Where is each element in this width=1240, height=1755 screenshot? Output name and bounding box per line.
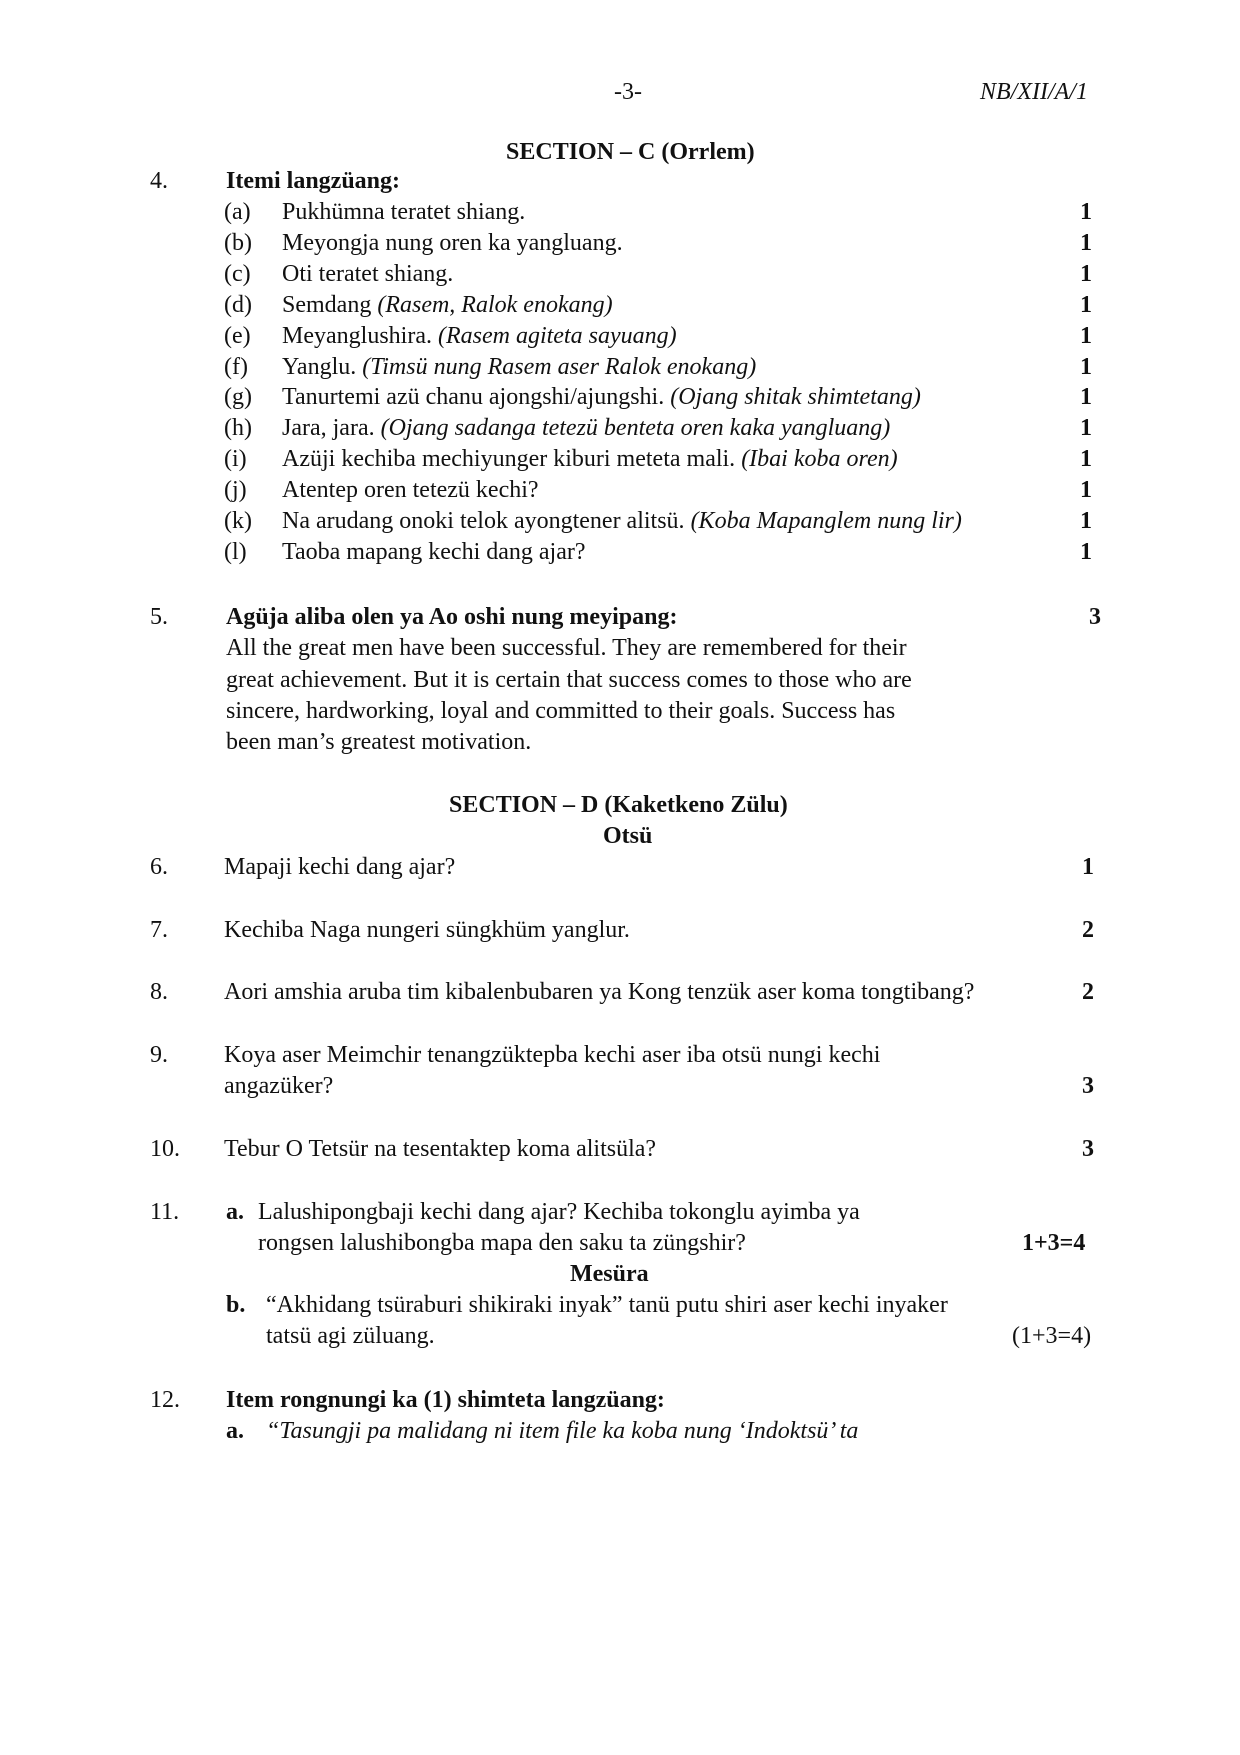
q4-item-note: (Ibai koba oren) [741, 446, 898, 472]
q4-item-marks: 1 [1080, 477, 1092, 503]
question-number: 9. [150, 1042, 168, 1068]
q5-passage-line: been man’s greatest motivation. [226, 729, 532, 755]
q4-item-text [282, 540, 586, 564]
q4-item-label: (e) [224, 323, 251, 349]
q4-item-marks: 1 [1080, 199, 1092, 225]
q4-item-main-text: Yanglu. [282, 354, 363, 380]
q4-item-main-text: Meyanglushira. [282, 323, 438, 349]
q4-number: 4. [150, 168, 168, 194]
question-marks: 1 [1082, 854, 1094, 880]
q5-title: Agüja aliba olen ya Ao oshi nung meyipang: [226, 604, 678, 630]
q4-item-label: (i) [224, 446, 247, 472]
q4-item-note: (Rasem agiteta sayuang) [437, 323, 677, 349]
page-number: -3- [614, 79, 642, 105]
q11-a-marks: 1+3=4 [1022, 1230, 1086, 1256]
q5-passage-line: sincere, hardworking, loyal and committed to their goals. Success has [226, 698, 896, 724]
q4-item-marks: 1 [1080, 230, 1092, 256]
q4-item-label: (l) [224, 539, 247, 565]
q4-item-note: (Ojang shitak shimtetang) [670, 384, 921, 410]
q4-item-text [282, 509, 962, 533]
q12-a-label: a. [226, 1418, 244, 1444]
q4-item-label: (g) [224, 384, 252, 410]
q4-title: Itemi langzüang: [226, 168, 400, 194]
q11-number: 11. [150, 1199, 180, 1225]
question-text: angazüker? [224, 1073, 334, 1099]
q4-item-marks: 1 [1080, 539, 1092, 565]
q4-item-label: (k) [224, 508, 252, 534]
q11-a-text: rongsen lalushibongba mapa den saku ta züngshir? [258, 1230, 746, 1256]
q11-b-text: tatsü agi züluang. [266, 1323, 435, 1349]
q5-passage-line: great achievement. But it is certain that success comes to those who are [226, 667, 912, 693]
q4-item-label: (f) [224, 354, 248, 380]
q11-b-text: “Akhidang tsüraburi shikiraki inyak” tanü putu shiri aser kechi inyaker [266, 1292, 948, 1318]
q4-item-marks: 1 [1080, 261, 1092, 287]
q11-or: Mesüra [570, 1261, 649, 1287]
q4-item-main-text: Oti teratet shiang. [282, 261, 454, 287]
q4-item-marks: 1 [1080, 508, 1092, 534]
question-text: Aori amshia aruba tim kibalenbubaren ya Kong tenzük aser koma tongtibang? [224, 979, 975, 1005]
q11-a-text: Lalushipongbaji kechi dang ajar? Kechiba tokonglu ayimba ya [258, 1199, 860, 1225]
q4-item-text [282, 231, 623, 255]
q4-item-marks: 1 [1080, 446, 1092, 472]
q12-number: 12. [150, 1387, 180, 1413]
q4-item-main-text: Taoba mapang kechi dang ajar? [282, 539, 586, 565]
paper-code: NB/XII/A/1 [980, 79, 1088, 105]
question-text: Tebur O Tetsür na tesentaktep koma alitsüla? [224, 1136, 657, 1162]
q4-item-main-text: Atentep oren tetezü kechi? [282, 477, 539, 503]
q4-item-text [282, 200, 525, 224]
q4-item-text [282, 324, 677, 348]
q4-item-note: (Timsü nung Rasem aser Ralok enokang) [362, 354, 757, 380]
q4-item-main-text: Azüji kechiba mechiyunger kiburi meteta mali. [282, 446, 742, 472]
q11-b-marks: (1+3=4) [1012, 1323, 1092, 1349]
q12-title: Item rongnungi ka (1) shimteta langzüang: [226, 1387, 665, 1413]
question-text: Koya aser Meimchir tenangzüktepba kechi aser iba otsü nungi kechi [224, 1042, 881, 1068]
q5-marks: 3 [1089, 604, 1101, 630]
q4-item-label: (a) [224, 199, 251, 225]
q4-item-main-text: Tanurtemi azü chanu ajongshi/ajungshi. [282, 384, 671, 410]
q4-item-main-text: Na arudang onoki telok ayongtener alitsü. [282, 508, 691, 534]
q4-item-text [282, 262, 453, 286]
q11-b-label: b. [226, 1292, 246, 1318]
question-number: 10. [150, 1136, 180, 1162]
q4-item-label: (b) [224, 230, 252, 256]
q4-item-label: (j) [224, 477, 247, 503]
q4-item-note: (Rasem, Ralok enokang) [377, 292, 613, 318]
q11-a-label: a. [226, 1199, 244, 1225]
q4-item-note: (Koba Mapanglem nung lir) [690, 508, 962, 534]
q4-item-main-text: Meyongja nung oren ka yangluang. [282, 230, 623, 256]
q4-item-label: (d) [224, 292, 252, 318]
q4-item-main-text: Semdang [282, 292, 378, 318]
q4-item-text [282, 447, 898, 471]
q5-passage-line: All the great men have been successful. They are remembered for their [226, 635, 907, 661]
q4-item-marks: 1 [1080, 354, 1092, 380]
section-d-subtitle: Otsü [603, 823, 653, 849]
question-text: Kechiba Naga nungeri süngkhüm yanglur. [224, 917, 630, 943]
q5-number: 5. [150, 604, 168, 630]
q4-item-marks: 1 [1080, 415, 1092, 441]
question-text: Mapaji kechi dang ajar? [224, 854, 456, 880]
q4-item-marks: 1 [1080, 384, 1092, 410]
q4-item-marks: 1 [1080, 292, 1092, 318]
question-marks: 2 [1082, 979, 1094, 1005]
question-marks: 2 [1082, 917, 1094, 943]
q4-item-main-text: Pukhümna teratet shiang. [282, 199, 526, 225]
q4-item-text [282, 478, 539, 502]
q4-item-text [282, 416, 890, 440]
q4-item-label: (c) [224, 261, 251, 287]
section-c-title: SECTION – C (Orrlem) [506, 139, 755, 165]
q4-item-note: (Ojang sadanga tetezü benteta oren kaka yangluang) [380, 415, 891, 441]
q4-item-label: (h) [224, 415, 252, 441]
q4-item-main-text: Jara, jara. [282, 415, 381, 441]
q4-item-marks: 1 [1080, 323, 1092, 349]
question-number: 8. [150, 979, 168, 1005]
question-number: 6. [150, 854, 168, 880]
question-marks: 3 [1082, 1073, 1094, 1099]
q4-item-text [282, 385, 921, 409]
q4-item-text [282, 293, 613, 317]
question-marks: 3 [1082, 1136, 1094, 1162]
q4-item-text [282, 355, 756, 379]
q12-a-text: “Tasungji pa malidang ni item file ka koba nung ‘Indoktsü’ ta [266, 1418, 859, 1444]
section-d-title: SECTION – D (Kaketkeno Zülu) [449, 792, 788, 818]
question-number: 7. [150, 917, 168, 943]
